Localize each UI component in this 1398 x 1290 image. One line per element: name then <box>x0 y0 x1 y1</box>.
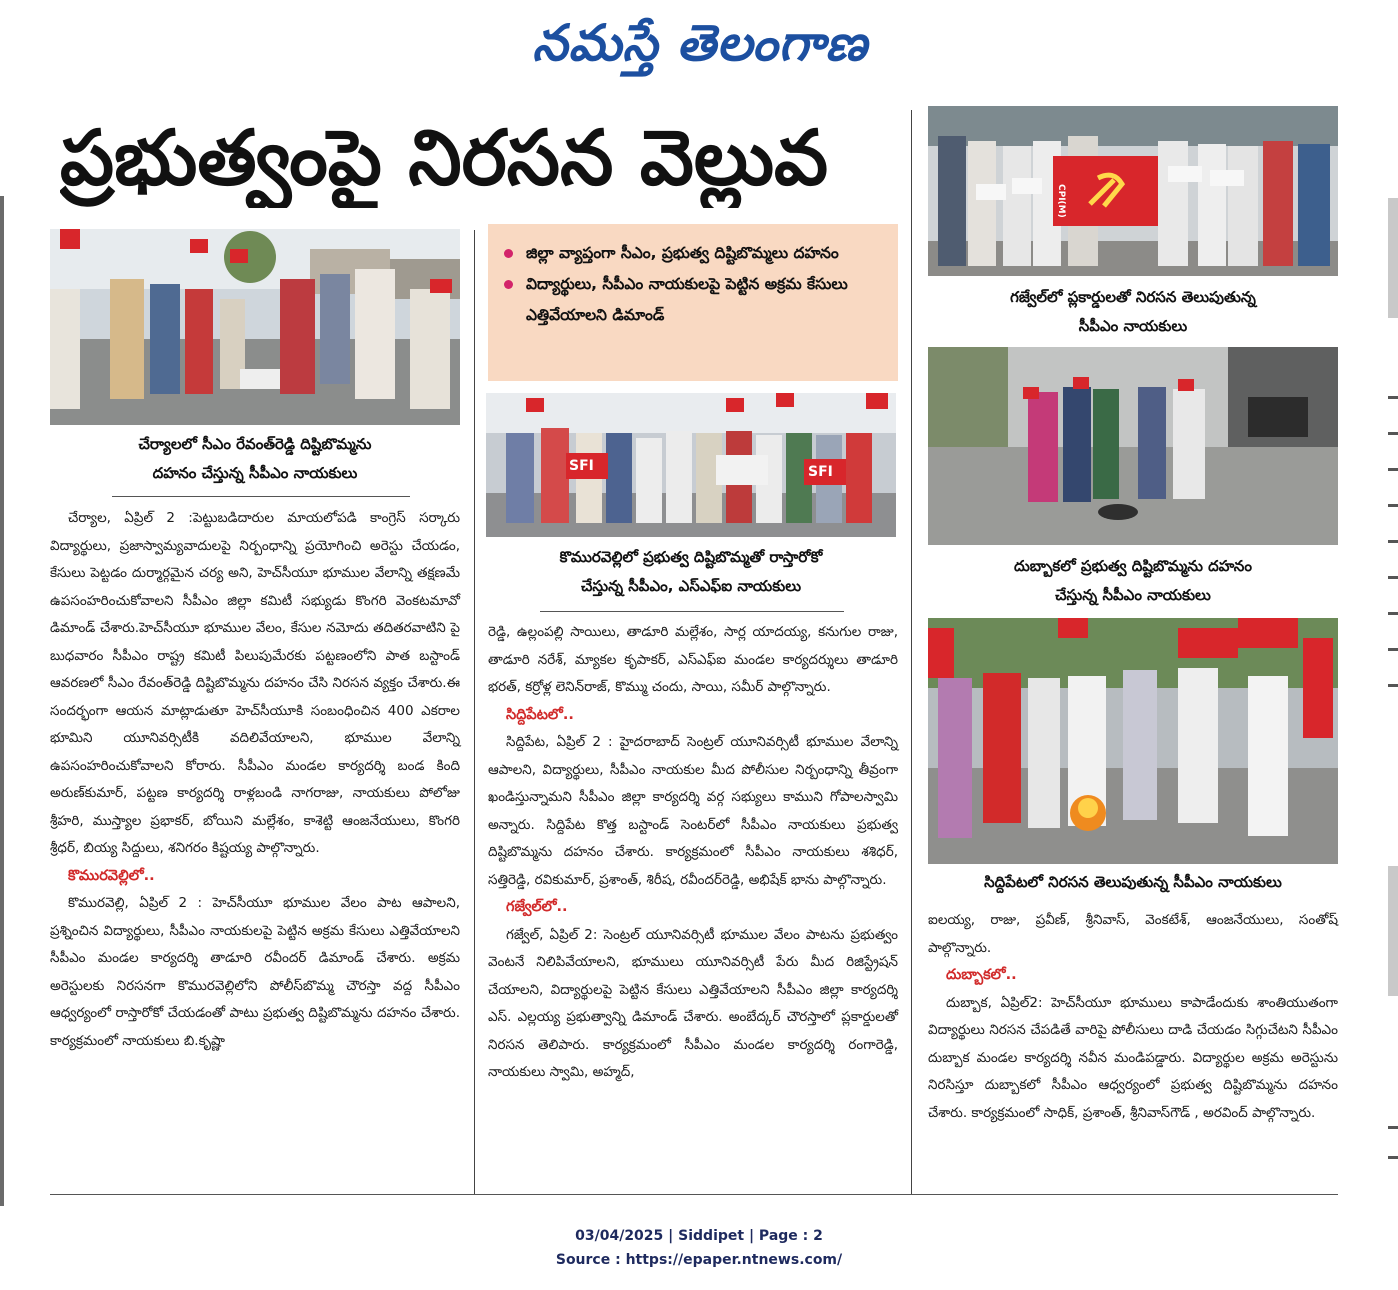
photo-cheryala <box>50 229 460 425</box>
sfi-banner-right: SFI <box>808 464 833 480</box>
bullet-icon <box>504 280 513 289</box>
column-rule <box>911 110 912 1194</box>
highlight-text: విద్యార్థులు, సీపీఎం నాయకులపై పెట్టిన అక్రమ కేసులు ఎత్తివేయాలని డిమాండ్ <box>526 275 848 324</box>
cpim-banner: CPI(M) <box>1056 184 1066 218</box>
subhead-dubbaka: దుబ్బాకలో.. <box>946 967 1017 983</box>
article-column-3 <box>928 907 1338 1194</box>
bottom-rule <box>50 1194 1338 1195</box>
caption-line: దహనం చేస్తున్న సీపీఎం నాయకులు <box>152 464 358 482</box>
right-page-edge <box>1388 196 1398 1206</box>
photo-dubbaka <box>928 347 1338 545</box>
caption-line: కొమురవెల్లిలో ప్రభుత్వ దిష్టిబొమ్మతో రాస్తారోకో <box>559 548 823 566</box>
caption-gajwel <box>928 283 1338 341</box>
caption-line: సీపీఎం నాయకులు <box>1078 317 1188 335</box>
article-paragraph: సిద్దిపేట, ఏప్రిల్ 2 : హైదరాబాద్ సెంట్రల్ యూనివర్సిటీ భూముల వేలాన్ని ఆపాలని, విద్యార్థులు, సీపీఎం నాయకుల మీద పోలీసుల నిర్బంధాన్ని తీవ్రంగా ఖండిస్తున్నామని సీపీఎం జిల్లా కార్యదర్శి వర్గ సభ్యులు కాముని గోపాలస్వామి అన్నారు. సిద్దిపేట కొత్త బస్టాండ్ సెంటర్‌లో సీపీఎం నాయకులు ప్రభుత్వ దిష్టిబొమ్మను దహనం చేశారు. కార్యక్రమంలో సీపీఎం నాయకులు శశిధర్, సత్తిరెడ్డి, రవికుమార్, ప్రశాంత్, శిరీష, రవీందర్‌రెడ్డి, అభిషేక్ భాను పాల్గొన్నారు. <box>488 734 898 888</box>
subhead-komuravelli: కొమురవెల్లిలో.. <box>68 867 155 884</box>
highlight-item <box>502 238 888 269</box>
photo-gajwel <box>928 106 1338 276</box>
article-column-1 <box>50 505 460 1195</box>
column-rule <box>474 230 475 1194</box>
caption-rule <box>540 611 844 612</box>
masthead-logo: నమస్తే తెలంగాణ <box>532 13 868 72</box>
photo-siddipet <box>928 618 1338 864</box>
article-paragraph: దుబ్బాక, ఏప్రిల్2: హెచ్‌సీయూ భూములు కాపాడేందుకు శాంతియుతంగా విద్యార్థులు నిరసన చేపడితే వారిపై పోలీసులు దాడి చేయడం సిగ్గుచేటని సీపీఎం దుబ్బాక మండల కార్యదర్శి నవీన మండిపడ్డారు. విద్యార్థుల అక్రమ అరెస్టును నిరసిస్తూ దుబ్బాకలో సీపీఎం ఆధ్వర్యంలో ప్రభుత్వ దిష్టిబొమ్మను దహనం చేశారు. కార్యక్రమంలో సాధిక్, ప్రశాంత్, శ్రీనివాస్‌గౌడ్ , అరవింద్ పాల్గొన్నారు. <box>928 994 1338 1121</box>
left-page-edge <box>0 196 4 1206</box>
article-paragraph: కొమురవెల్లి, ఏప్రిల్ 2 : హెచ్‌సీయూ భూముల వేలం పాట ఆపాలని, ప్రశ్నించిన విద్యార్థులు, సీపీఎం నాయకులపై పెట్టిన అక్రమ కేసులు ఎత్తివేయాలని సీపీఎం మండల కార్యదర్శి తాడూరి రవీందర్ డిమాండ్ చేశారు. అక్రమ అరెస్టులకు నిరసనగా కొమురవెల్లిలోని పోలీస్‌బొమ్మ చౌరస్తా వద్ద సీపీఎం ఆధ్వర్యంలో రాస్తారోకో చేయడంతో పాటు ప్రభుత్వ దిష్టిబొమ్మను దహనం చేశారు. కార్యక్రమంలో నాయకులు బి.కృష్ణా <box>50 895 460 1049</box>
bullet-icon <box>504 249 513 258</box>
highlight-item <box>502 269 888 331</box>
caption-line: చేర్యాలలో సీఎం రేవంత్‌రెడ్డి దిష్టిబొమ్మను <box>138 435 372 453</box>
highlight-text: జిల్లా వ్యాప్తంగా సీఎం, ప్రభుత్వ దిష్టిబొమ్మలు దహనం <box>526 244 839 262</box>
caption-line: దుబ్బాకలో ప్రభుత్వ దిష్టిబొమ్మను దహనం <box>1014 557 1252 575</box>
caption-rule <box>112 496 410 497</box>
caption-cheryala <box>50 430 460 488</box>
caption-line: చేస్తున్న సీపీఎం నాయకులు <box>1055 586 1211 604</box>
photo-komuravelli <box>486 393 896 537</box>
caption-line: చేస్తున్న సీపీఎం, ఎస్‌ఎఫ్‌ఐ నాయకులు <box>580 577 802 595</box>
sfi-banner-left: SFI <box>569 458 594 474</box>
article-paragraph: గజ్వేల్, ఏప్రిల్ 2: సెంట్రల్ యూనివర్సిటీ భూముల వేలం పాటను ప్రభుత్వం వెంటనే నిలిపివేయాలని, భూములు యూనివర్సిటీ పేరు మీద రిజిస్ట్రేషన్ చేయాలని, విద్యార్థులపై పెట్టిన కేసులు ఎత్తివేయాలని సీపీఎం జిల్లా కార్యదర్శి ఎస్. ఎల్లయ్య ప్రభుత్వాన్ని డిమాండ్ చేశారు. అంబేద్కర్ చౌరస్తాలో ప్లకార్డులతో నిరసన తెలిపారు. కార్యక్రమంలో సీపీఎం మండల కార్యదర్శి రంగారెడ్డి, నాయకులు స్వామి, అహ్మద్, <box>488 926 898 1080</box>
article-paragraph: ఐలయ్య, రాజు, ప్రవీణ్, శ్రీనివాస్, వెంకటేశ్, ఆంజనేయులు, సంతోష్ పాల్గొన్నారు. <box>928 912 1338 956</box>
footer-source-link[interactable]: Source : https://epaper.ntnews.com/ <box>555 1252 843 1268</box>
highlights-box <box>488 224 898 381</box>
caption-siddipet <box>928 868 1338 897</box>
caption-line: గజ్వేల్‌లో ప్లకార్డులతో నిరసన తెలుపుతున్న <box>1010 288 1256 306</box>
caption-komuravelli <box>486 543 896 601</box>
article-paragraph: రెడ్డి, ఉల్లంపల్లి సాయిలు, తాడూరి మల్లేశం, సార్ల యాదయ్య, కనుగుల రాజు, తాడూరి నరేశ్, మ్యాకల కృపాకర్, ఎస్‌ఎఫ్‌ఐ మండల కార్యదర్శులు తాడూరి భరత్, కర్రోళ్ల లెనిన్‌రాజ్, కొమ్ము చందు, సాయి, సమీర్ పాల్గొన్నారు. <box>488 624 898 695</box>
footer-date-line: 03/04/2025 | Siddipet | Page : 2 <box>575 1228 823 1244</box>
subhead-gajwel: గజ్వేల్‌లో.. <box>506 899 568 915</box>
caption-dubbaka <box>928 552 1338 610</box>
caption-line: సిద్దిపేటలో నిరసన తెలుపుతున్న సీపీఎం నాయకులు <box>984 873 1282 891</box>
article-paragraph: చేర్యాల, ఏప్రిల్ 2 :పెట్టుబడిదారుల మాయలోపడి కాంగ్రెస్ సర్కారు విద్యార్థులు, ప్రజాస్వామ్యవాదులపై నిర్బంధాన్ని ప్రయోగించి అరెస్టు చేయడం, కేసులు పెట్టడం దుర్మార్గమైన చర్య అని, హెచ్‌సీయూ భూముల వేలాన్ని తక్షణమే ఉపసంహరించుకోవాలని సీపీఎం జిల్లా కమిటీ సభ్యుడు కొంగరి వెంకటమావో డిమాండ్ చేశారు.హెచ్‌సీయూ భూముల వేలం, కేసుల నమోదు తదితరవాటిని పై బుధవారం సీపీఎం రాష్ట్ర కమిటీ పిలుపుమేరకు పట్టణంలోని పాత బస్టాండ్ ఆవరణలో సీఎం రేవంత్‌రెడ్డి దిష్టిబొమ్మను దహనం చేసి నిరసన వ్యక్తం చేశారు.ఈ సందర్భంగా ఆయన మాట్లాడుతూ హెచ్‌సీయూకి సంబంధించిన 400 ఎకరాల భూమిని యూనివర్సిటీకి వదిలివేయాలని, భూముల వేలాన్ని ఉపసంహరించుకోవాలని కోరారు. సీపీఎం మండల కార్యదర్శి బండ కింది అరుణ్‌కుమార్, పట్టణ కార్యదర్శి రాళ్లబండి నాగరాజు, నాయకులు పోలోజు శ్రీహరి, ముస్త్యాల ప్రభాకర్, బోయిని మల్లేశం, కాశెట్టి ఆంజనేయులు, కొంగరి శ్రీధర్, బియ్య సిద్దులు, శనిగరం కిష్టయ్య పాల్గొన్నారు. <box>50 510 460 856</box>
article-column-2 <box>488 619 898 1194</box>
subhead-siddipet: సిద్దిపేటలో.. <box>506 706 574 723</box>
headline: ప్రభుత్వంపై నిరసన వెల్లువ <box>60 113 829 202</box>
